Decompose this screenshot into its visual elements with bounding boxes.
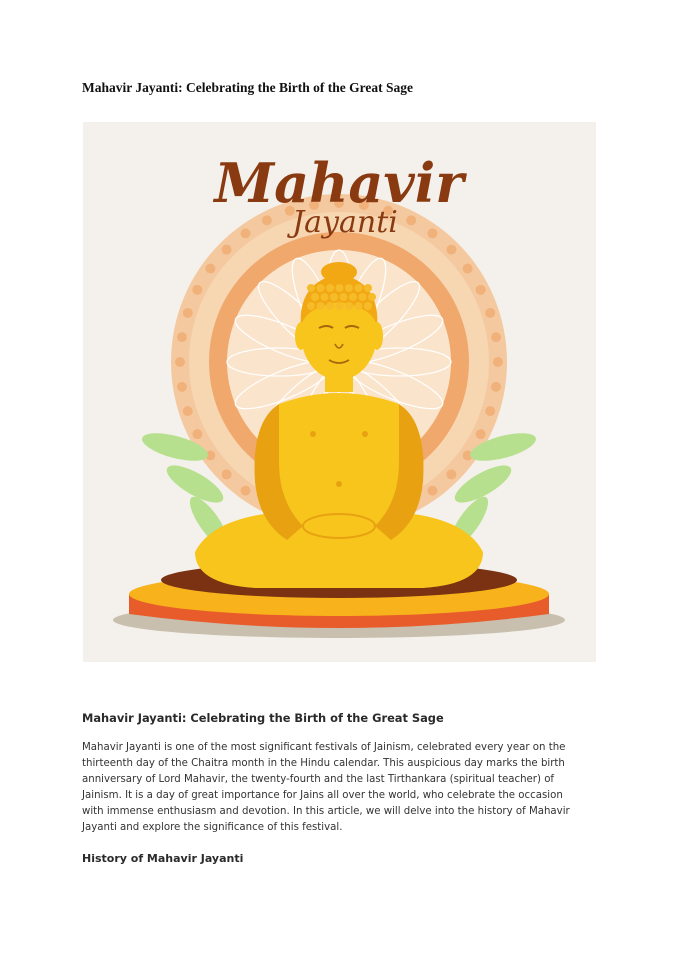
halo-dot — [175, 357, 185, 367]
hair-curl — [336, 302, 344, 310]
figure-hands — [303, 514, 375, 538]
halo-dot — [491, 332, 501, 342]
halo-dot — [183, 406, 193, 416]
hair-curl — [317, 284, 325, 292]
hair-curl — [326, 302, 334, 310]
hair-curl — [345, 284, 353, 292]
hair-curl — [359, 293, 367, 301]
intro-paragraph: Mahavir Jayanti is one of the most significant festivals of Jainism, celebrated every year on the thirteenth day of the Chaitra month in the Hindu calendar. This auspicious day marks the birth anniversary of Lord Mahavir, the twenty-fourth and the last Tirthankara (spiritual teacher) of Jainism. It is a day of great importance for Jains all over the world, who celebrate the occasion with immense enthusiasm and devotion. In this article, we will delve into the history of Mahavir Jayanti and explore the significance of this festival. — [82, 742, 570, 833]
section-heading: Mahavir Jayanti: Celebrating the Birth of the Great Sage — [82, 711, 444, 725]
halo-dot — [446, 245, 456, 255]
mahavir-illustration — [83, 122, 596, 662]
hair-curl — [321, 293, 329, 301]
halo-dot — [222, 469, 232, 479]
halo-dot — [493, 357, 503, 367]
hero-illustration — [83, 122, 596, 662]
halo-dot — [406, 215, 416, 225]
halo-dot — [241, 486, 251, 496]
halo-dot — [427, 228, 437, 238]
hair-curl — [326, 284, 334, 292]
history-heading: History of Mahavir Jayanti — [82, 852, 244, 865]
halo-dot — [222, 245, 232, 255]
hair-curl — [345, 302, 353, 310]
halo-dot — [446, 469, 456, 479]
hero-title-jayanti: Jayanti — [292, 205, 398, 240]
hair-curl — [336, 284, 344, 292]
ushnisha — [321, 262, 357, 282]
halo-dot — [205, 264, 215, 274]
hair-curl — [355, 284, 363, 292]
halo-dot — [485, 406, 495, 416]
hair-curl — [340, 293, 348, 301]
document-title: Mahavir Jayanti: Celebrating the Birth of the Great Sage — [82, 80, 413, 95]
hero-title-mahavir: Mahavir — [214, 151, 464, 215]
halo-dot — [192, 285, 202, 295]
hair-curl — [349, 293, 357, 301]
figure-navel — [336, 481, 342, 487]
halo-dot — [177, 332, 187, 342]
hair-curl — [317, 302, 325, 310]
halo-dot — [427, 486, 437, 496]
halo-dot — [476, 429, 486, 439]
hair-curl — [307, 284, 315, 292]
hair-curls — [307, 284, 376, 310]
hair-curl — [311, 293, 319, 301]
halo-dot — [177, 382, 187, 392]
halo-dot — [476, 285, 486, 295]
hair-curl — [364, 302, 372, 310]
hair-curl — [330, 293, 338, 301]
halo-dot — [192, 429, 202, 439]
halo-dot — [183, 308, 193, 318]
halo-dot — [491, 382, 501, 392]
halo-dot — [485, 308, 495, 318]
hair-curl — [368, 293, 376, 301]
halo-dot — [463, 264, 473, 274]
hair-curl — [355, 302, 363, 310]
halo-dot — [262, 215, 272, 225]
hair-curl — [307, 302, 315, 310]
halo-dot — [241, 228, 251, 238]
hair-curl — [364, 284, 372, 292]
